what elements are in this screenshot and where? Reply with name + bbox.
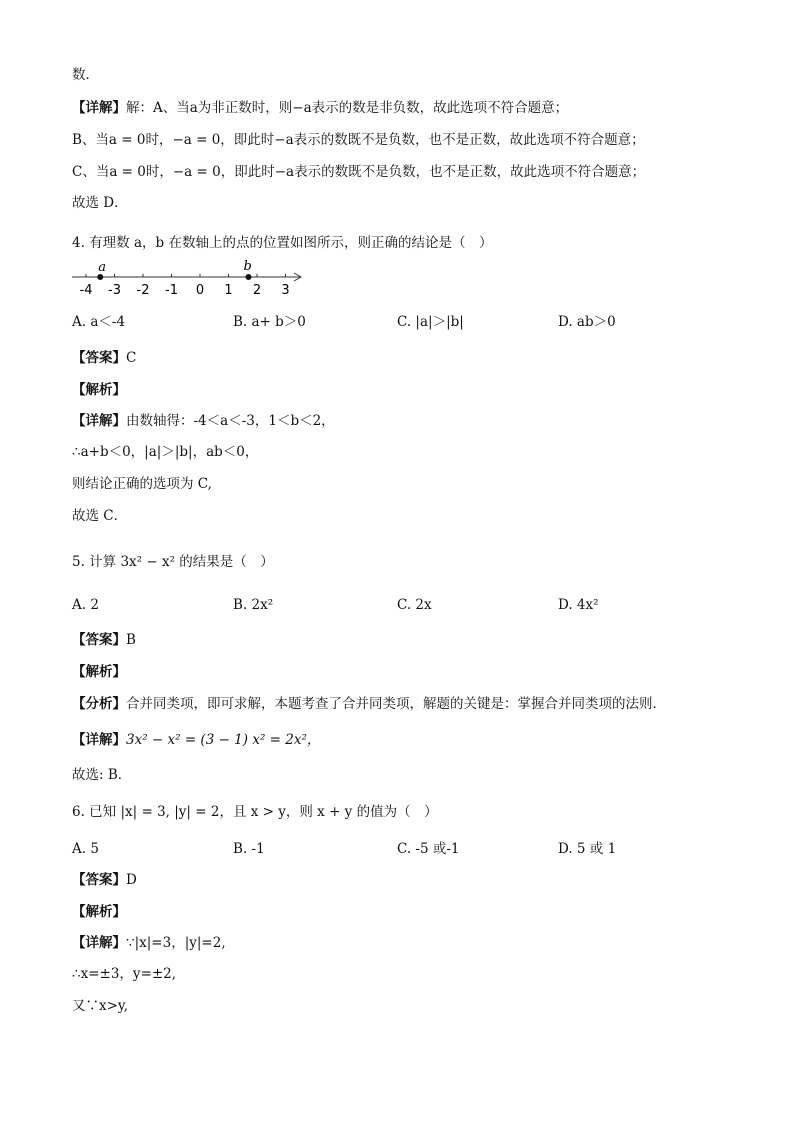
q5-detail-1: [72, 731, 320, 749]
q5-option-b[interactable]: B. 2x²: [233, 597, 274, 613]
text-line: 故选 D．: [72, 195, 128, 211]
tick-label: 1: [224, 283, 233, 298]
question-6-stem: 6. 已知 |x| = 3, |y| = 2，且 x > y，则 x + y 的值为（ ）: [72, 804, 438, 820]
point-b: [245, 274, 251, 280]
q6-detail-3: 又∵x>y,: [72, 998, 129, 1014]
detail-tag: 【详解】: [72, 732, 126, 748]
text-line: [72, 99, 568, 117]
q6-option-a[interactable]: A. 5: [72, 841, 99, 857]
detail-tag: 【详解】: [72, 935, 126, 951]
answer-value: D: [126, 872, 137, 888]
q5-analysis-tag: 【解析】: [72, 664, 126, 680]
q4-option-b[interactable]: B. a+ b＞0: [233, 314, 306, 330]
q4-detail-3: 则结论正确的选项为 C,: [72, 476, 212, 492]
point-b-label: b: [243, 259, 252, 274]
detail-text: 解：A、当a为非正数时，则−a表示的数是非负数，故此选项不符合题意；: [126, 100, 569, 116]
answer-tag: 【答案】: [72, 872, 126, 888]
text-line: C、当a = 0时，−a = 0，即此时−a表示的数既不是负数，也不是正数，故此选项不符合题意；: [72, 164, 646, 180]
tick-label: 3: [281, 283, 290, 298]
number-line-svg: [68, 259, 308, 298]
number-line: [68, 259, 308, 298]
fenxi-text: 合并同类项，即可求解，本题考查了合并同类项，解题的关键是：掌握合并同类项的法则．: [126, 696, 666, 712]
q4-detail-2: ∴a+b＜0，|a|＞|b|，ab＜0，: [72, 444, 259, 460]
q5-detail-2: 故选: B．: [72, 767, 132, 783]
q4-option-c[interactable]: C. |a|＞|b|: [397, 314, 464, 330]
text-line: 数．: [72, 67, 99, 83]
q4-answer: [72, 349, 136, 367]
detail-tag: 【详解】: [72, 413, 126, 429]
detail-text: 3x² − x² = (3 − 1) x² = 2x²，: [126, 732, 321, 748]
answer-tag: 【答案】: [72, 632, 126, 648]
question-4-stem: 4. 有理数 a，b 在数轴上的点的位置如图所示，则正确的结论是（ ）: [72, 235, 493, 251]
tick-label: -3: [108, 283, 121, 298]
question-5-stem: 5. 计算 3x² − x² 的结果是（ ）: [72, 554, 274, 570]
tick-label: -2: [136, 283, 150, 298]
fenxi-tag: 【分析】: [72, 696, 126, 712]
q5-option-c[interactable]: C. 2x: [397, 597, 432, 613]
q6-analysis-tag: 【解析】: [72, 904, 126, 920]
detail-tag: 【详解】: [72, 100, 126, 116]
answer-tag: 【答案】: [72, 350, 126, 366]
q5-option-d[interactable]: D. 4x²: [558, 597, 599, 613]
q5-answer: [72, 631, 136, 649]
q6-answer: [72, 871, 137, 889]
q6-detail-1: [72, 934, 226, 952]
q6-detail-2: ∴x=±3，y=±2,: [72, 966, 177, 982]
detail-text: 由数轴得：-4＜a＜-3，1＜b＜2，: [126, 413, 335, 429]
q6-option-d[interactable]: D. 5 或 1: [558, 841, 617, 857]
tick-label: 0: [195, 283, 205, 298]
q4-detail-1: [72, 412, 335, 430]
q6-option-c[interactable]: C. -5 或-1: [397, 841, 460, 857]
point-a-label: a: [98, 260, 107, 275]
answer-value: B: [126, 632, 136, 648]
q4-option-a[interactable]: A. a＜-4: [72, 314, 126, 330]
q4-option-d[interactable]: D. ab＞0: [558, 314, 616, 330]
q6-option-b[interactable]: B. -1: [233, 841, 265, 857]
tick-label: -1: [165, 283, 178, 298]
answer-value: C: [126, 350, 137, 366]
q4-detail-4: 故选 C．: [72, 508, 128, 524]
q5-fenxi: [72, 695, 666, 713]
q4-analysis-tag: 【解析】: [72, 382, 126, 398]
tick-label: -4: [79, 283, 93, 298]
q5-option-a[interactable]: A. 2: [72, 597, 99, 613]
detail-text: ∵|x|=3，|y|=2,: [126, 935, 226, 951]
tick-label: 2: [252, 283, 262, 298]
text-line: B、当a = 0时，−a = 0，即此时−a表示的数既不是负数，也不是正数，故此选项不符合题意；: [72, 132, 645, 148]
